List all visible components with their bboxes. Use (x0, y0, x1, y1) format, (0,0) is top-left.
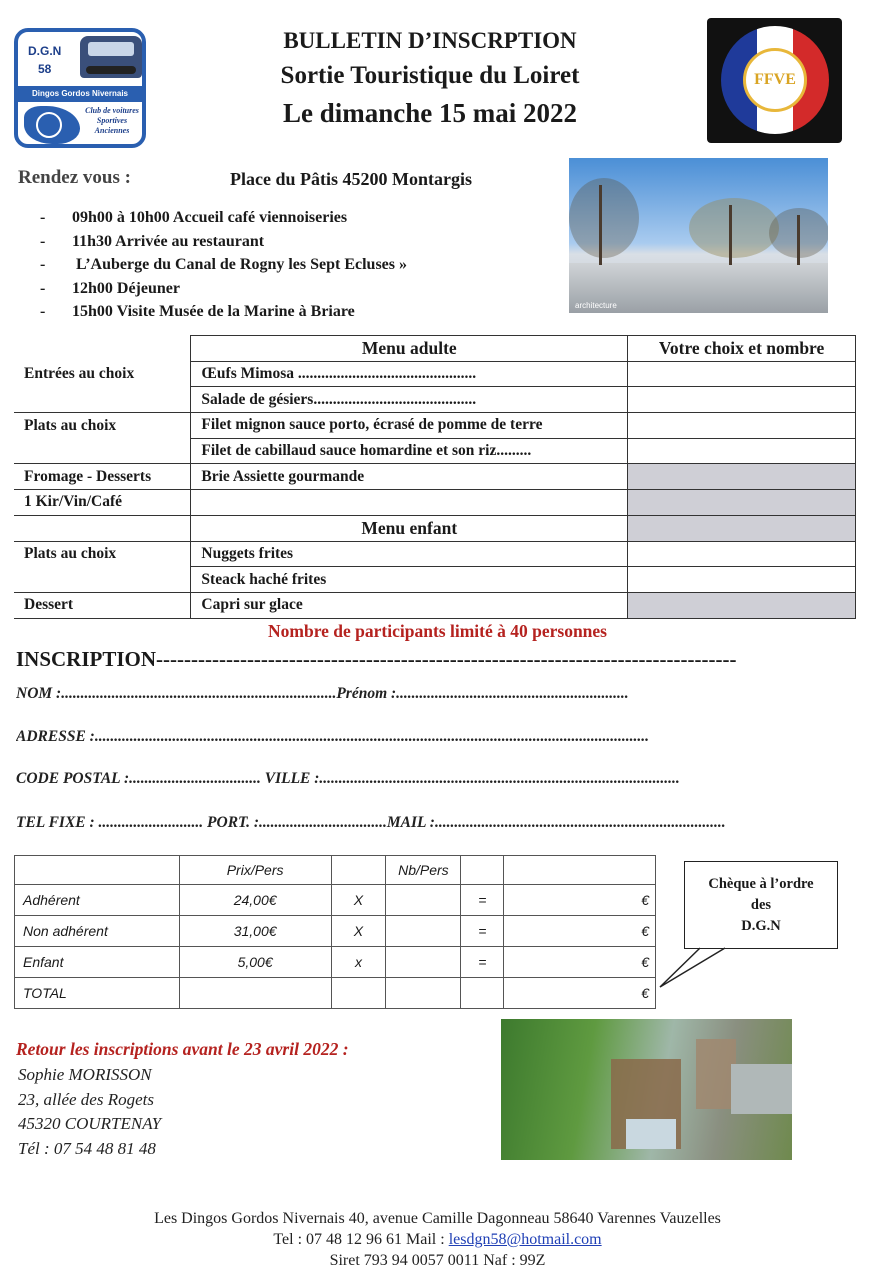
times-sign: x (331, 947, 386, 978)
empty-cell (331, 856, 386, 885)
plats-label: Plats au choix (24, 416, 117, 434)
greyed-cell (628, 464, 856, 490)
footer-tel: Tel : 07 48 12 96 61 Mail : (273, 1231, 449, 1248)
empty-cell (386, 978, 461, 1009)
contact-name: Sophie MORISSON (18, 1065, 152, 1084)
contact-street: 23, allée des Rogets (18, 1089, 154, 1109)
row-label: Adhérent (15, 885, 180, 916)
logo-top-text: D.G.N (28, 44, 62, 58)
footer-contact (0, 1229, 875, 1250)
empty-cell (179, 978, 331, 1009)
empty-cell (191, 490, 628, 516)
logo-dgn-text (28, 42, 61, 78)
footer-address: Les Dingos Gordos Nivernais 40, avenue Camille Dagonneau 58640 Varennes Vauzelles (154, 1210, 721, 1227)
empty-cell (504, 856, 656, 885)
inscription-title: INSCRIPTION----------------------------------------------------------------------------------- (16, 647, 737, 671)
logo-number: 58 (37, 62, 52, 76)
schedule-list (40, 206, 407, 324)
empty-label (14, 387, 191, 413)
return-deadline: Retour les inscriptions avant le 23 avril 2022 : (16, 1039, 349, 1059)
equals-sign: = (461, 947, 504, 978)
entree-1: Œufs Mimosa .............................................. (191, 361, 628, 387)
ffve-logo (707, 18, 842, 143)
choice-cell[interactable] (628, 387, 856, 413)
logo-subtitle: Club de voitures Sportives Anciennes (85, 106, 139, 135)
callout-line: Chèque à l’ordre (708, 876, 814, 892)
menu-child-title: Menu enfant (191, 515, 628, 541)
locks-photo (501, 1019, 792, 1160)
nom-prenom-field[interactable]: NOM :.......................................................................Prénom :............................................................ (16, 685, 629, 702)
logo-club-name: Dingos Gordos Nivernais (18, 86, 142, 102)
row-price: 5,00€ (179, 947, 331, 978)
row-label: Non adhérent (15, 916, 180, 947)
child-plats-label: Plats au choix (24, 545, 117, 563)
tree-trunk (599, 185, 602, 265)
entree-2: Salade de gésiers.......................................... (191, 387, 628, 413)
schedule-item: - 09h00 à 10h00 Accueil café viennoiseries (40, 206, 407, 230)
child-plat-2: Steack haché frites (191, 567, 628, 593)
price-table (14, 855, 656, 1009)
choice-cell[interactable] (628, 438, 856, 464)
entrees-label: Entrées au choix (24, 365, 135, 383)
callout-line: des (750, 897, 772, 913)
event-name: Sortie Touristique du Loiret (280, 62, 580, 89)
contact-city: 45320 COURTENAY (18, 1114, 162, 1133)
greyed-cell (628, 515, 856, 541)
car-icon (80, 36, 142, 78)
empty-cell (331, 978, 386, 1009)
choice-cell[interactable] (628, 541, 856, 567)
menu-table (14, 335, 856, 619)
tel-mail-field[interactable]: TEL FIXE : ........................... PORT. :.................................MAIL :........................................................................... (16, 814, 726, 831)
row-price: 31,00€ (179, 916, 331, 947)
photo-caption: architecture (575, 301, 617, 310)
times-sign: X (331, 916, 386, 947)
fromage-desserts: Brie Assiette gourmande (191, 464, 628, 490)
nb-header: Nb/Pers (386, 856, 461, 885)
fromage-label: Fromage - Desserts (14, 464, 191, 490)
menu-adult-title: Menu adulte (191, 336, 628, 362)
contact-phone: Tél : 07 54 48 81 48 (18, 1138, 156, 1158)
empty-cell (461, 856, 504, 885)
empty-cell (461, 978, 504, 1009)
nb-input[interactable] (386, 947, 461, 978)
empty-label (14, 438, 191, 464)
choice-cell[interactable] (628, 413, 856, 439)
ffve-emblem (743, 48, 807, 112)
meeting-place: Place du Pâtis 45200 Montargis (230, 169, 472, 189)
doc-title: BULLETIN D’INSCRPTION (283, 28, 577, 53)
participants-limit: Nombre de participants limité à 40 personnes (268, 621, 607, 641)
tree-crown (569, 178, 639, 258)
code-postal-ville-field[interactable]: CODE POSTAL :.................................. VILLE :............................................................................................. (16, 770, 680, 787)
event-date: Le dimanche 15 mai 2022 (283, 98, 577, 128)
equals-sign: = (461, 916, 504, 947)
schedule-item: - 15h00 Visite Musée de la Marine à Briare (40, 300, 407, 324)
tree-trunk (797, 215, 800, 265)
greyed-cell (628, 592, 856, 618)
callout-line: D.G.N (741, 918, 781, 934)
price-corner (15, 856, 180, 885)
plat-1: Filet mignon sauce porto, écrasé de pomme de terre (191, 413, 628, 439)
greyed-cell (628, 490, 856, 516)
plat-2: Filet de cabillaud sauce homardine et son riz......... (191, 438, 628, 464)
footer-siret: Siret 793 94 0057 0011 Naf : 99Z (329, 1252, 546, 1269)
choice-cell[interactable] (628, 361, 856, 387)
adresse-field[interactable]: ADRESSE :............................................................................................................................................... (16, 728, 649, 745)
menu-corner (14, 336, 191, 362)
total-label: TOTAL (15, 978, 180, 1009)
row-amount[interactable]: € (504, 885, 656, 916)
row-label: Enfant (15, 947, 180, 978)
times-sign: X (331, 885, 386, 916)
row-amount[interactable]: € (504, 947, 656, 978)
schedule-item: - 12h00 Déjeuner (40, 277, 407, 301)
nb-input[interactable] (386, 885, 461, 916)
schedule-item: - L’Auberge du Canal de Rogny les Sept Ecluses » (40, 253, 407, 277)
dessert-label: Dessert (14, 592, 191, 618)
empty-label (14, 567, 191, 593)
nb-input[interactable] (386, 916, 461, 947)
kir-label: 1 Kir/Vin/Café (14, 490, 191, 516)
ffve-monogram: FFVE (754, 71, 796, 88)
tree-crown (689, 198, 779, 258)
equals-sign: = (461, 885, 504, 916)
place-photo (569, 158, 828, 313)
rendezvous-label: Rendez vous : (18, 167, 131, 188)
dgn-logo (14, 28, 146, 148)
child-dessert: Capri sur glace (191, 592, 628, 618)
footer-mail-link[interactable]: lesdgn58@hotmail.com (448, 1231, 602, 1248)
lock-water (626, 1119, 676, 1149)
road (731, 1064, 792, 1114)
empty-label (14, 515, 191, 541)
choice-cell[interactable] (628, 567, 856, 593)
return-address (18, 1063, 161, 1161)
payment-callout (684, 861, 838, 949)
lock-steps (696, 1039, 736, 1109)
row-price: 24,00€ (179, 885, 331, 916)
gauge-icon (36, 112, 62, 138)
schedule-item: - 11h30 Arrivée au restaurant (40, 230, 407, 254)
tree-trunk (729, 205, 732, 265)
price-header: Prix/Pers (179, 856, 331, 885)
child-plat-1: Nuggets frites (191, 541, 628, 567)
row-amount[interactable]: € (504, 916, 656, 947)
choice-column-title: Votre choix et nombre (628, 336, 856, 362)
total-amount[interactable]: € (504, 978, 656, 1009)
